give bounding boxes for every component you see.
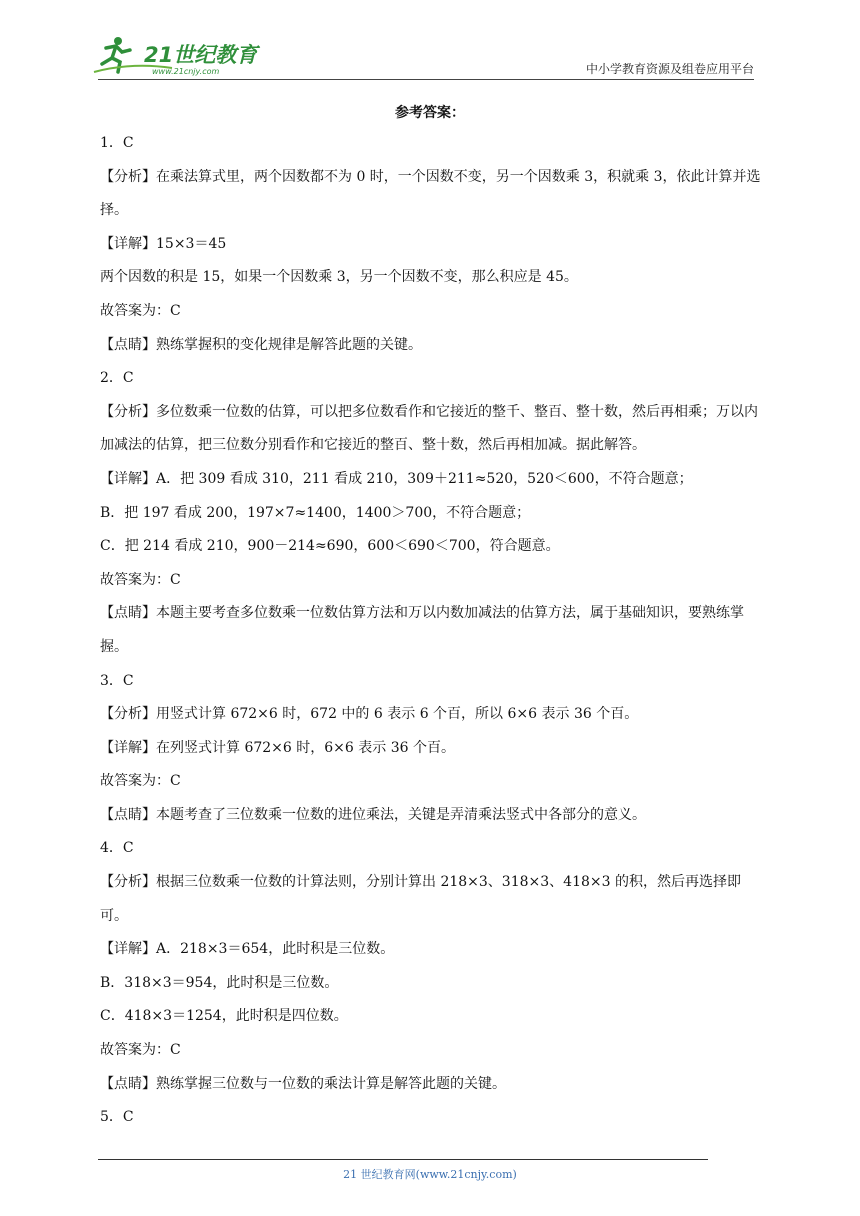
answer-line: 3．C (100, 672, 134, 689)
page-title: 参考答案： (395, 105, 465, 121)
answer-line: 1．C (100, 135, 134, 151)
answer-line: 两个因数的积是 15，如果一个因数乘 3，另一个因数不变，那么积应是 45。 (100, 269, 578, 286)
svg-text:21世纪教育: 21世纪教育 (144, 43, 258, 67)
answer-line: 【详解】15×3＝45 (100, 235, 227, 252)
answer-line: 【分析】在乘法算式里，两个因数都不为 0 时，一个因数不变，另一个因数乘 3，积就乘 3，依此计算并选择。 (100, 168, 761, 219)
answer-line: 2．C (100, 370, 134, 387)
answer-line: 故答案为：C (100, 571, 181, 588)
page-header (0, 0, 860, 84)
answer-line: B．318×3＝954，此时积是三位数。 (100, 974, 339, 991)
answer-line: C．把 214 看成 210，900－214≈690，600＜690＜700，符合题意。 (100, 538, 560, 555)
footer-link[interactable]: 21 世纪教育网(www.21cnjy.com) (343, 1168, 517, 1181)
header-divider (98, 79, 754, 80)
site-logo[interactable] (92, 32, 262, 78)
answer-line: 【详解】在列竖式计算 672×6 时，6×6 表示 36 个百。 (100, 739, 455, 756)
answer-line: 故答案为：C (100, 773, 181, 790)
answer-line: 故答案为：C (100, 302, 181, 319)
answer-line: 【点睛】熟练掌握积的变化规律是解答此题的关键。 (100, 336, 422, 353)
answer-line: 故答案为：C (100, 1042, 181, 1059)
platform-name: 中小学教育资源及组卷应用平台 (585, 62, 754, 76)
answer-line: 5．C (100, 1109, 134, 1126)
answer-line: 【分析】多位数乘一位数的估算，可以把多位数看作和它接近的整千、整百、整十数，然后再相乘；万以内加减法的估算，把三位数分别看作和它接近的整百、整十数，然后再相加减。据此解答。 (100, 403, 758, 454)
footer-divider (98, 1159, 708, 1160)
answer-line: C．418×3＝1254，此时积是四位数。 (100, 1008, 348, 1025)
answer-line: 【详解】A．把 309 看成 310，211 看成 210，309＋211≈520，520＜600，不符合题意； (100, 470, 693, 487)
answer-line: 【点睛】熟练掌握三位数与一位数的乘法计算是解答此题的关键。 (100, 1075, 506, 1092)
answer-content (100, 127, 764, 1135)
answer-line: 【点睛】本题考查了三位数乘一位数的进位乘法，关键是弄清乘法竖式中各部分的意义。 (100, 806, 646, 823)
answer-line: B．把 197 看成 200，197×7≈1400，1400＞700，不符合题意； (100, 504, 531, 521)
answer-line: 【分析】根据三位数乘一位数的计算法则，分别计算出 218×3、318×3、418×3 的积，然后再选择即可。 (100, 874, 741, 924)
answer-line: 【分析】用竖式计算 672×6 时，672 中的 6 表示 6 个百，所以 6×6 表示 36 个百。 (100, 706, 639, 723)
svg-text:www.21cnjy.com: www.21cnjy.com (152, 67, 220, 76)
answer-line: 【点睛】本题主要考查多位数乘一位数估算方法和万以内数加减法的估算方法，属于基础知识，要熟练掌握。 (100, 605, 744, 655)
runner-logo-icon (92, 32, 262, 78)
answer-line: 4．C (100, 840, 134, 857)
answer-line: 【详解】A．218×3＝654，此时积是三位数。 (100, 941, 395, 958)
